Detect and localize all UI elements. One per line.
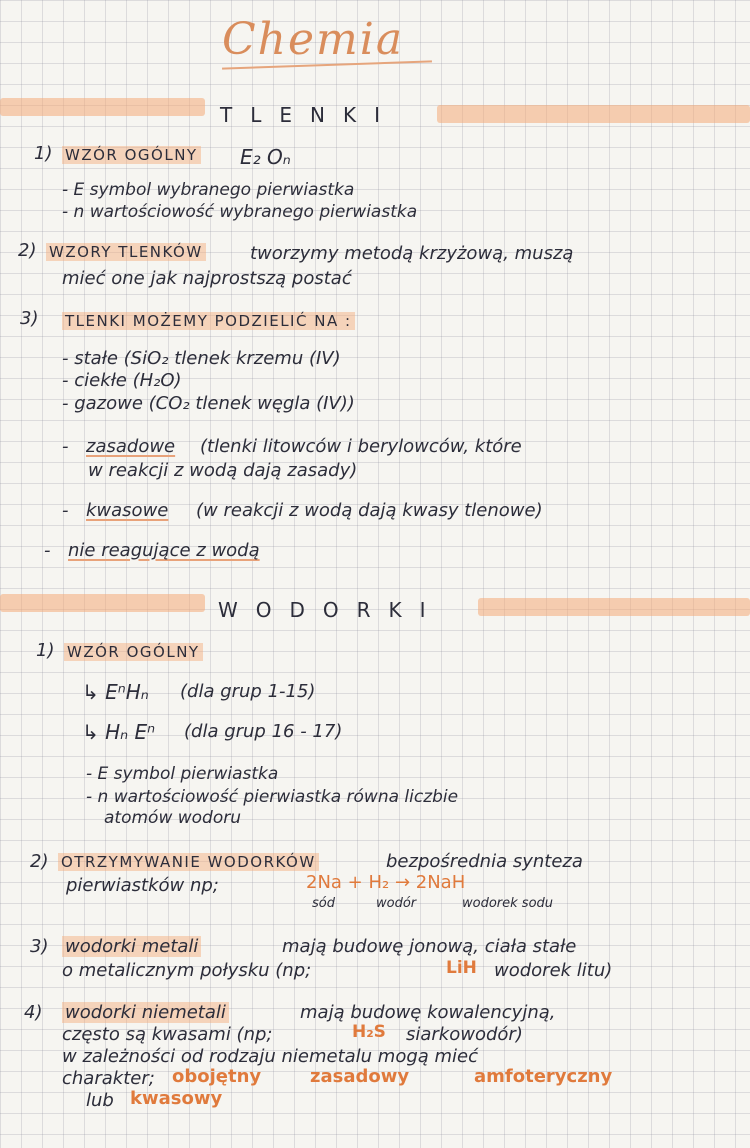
tlenki-type-basic-desc: (tlenki litowców i berylowców, które [200,436,522,457]
character-basic: zasadowy [310,1066,410,1087]
wodorki-item-4-lub: lub [86,1090,114,1111]
tlenki-type-solid: - stałe (SiO₂ tlenek krzemu (IV) [62,348,341,369]
wodorki-item-1-number: 1) [36,640,55,661]
tlenki-type-basic-word: zasadowe [86,436,176,457]
wodorki-item-2-text: bezpośrednia synteza [386,851,583,872]
character-acidic: kwasowy [130,1088,223,1109]
section-heading-tlenki: TLENKI [220,103,398,127]
tlenki-general-formula: E₂ Oₙ [240,145,291,169]
sodium-hydride-equation: 2Na + H₂ → 2NaH [306,872,466,893]
wodorki-item-3-text: mają budowę jonową, ciała stałe [282,936,577,957]
section-heading-wodorki: WODORKI [218,598,444,622]
wodorki-bullet-n: - n wartościowość pierwiastka równa liczbie [86,787,459,807]
tlenki-item-3-label: TLENKI MOŻEMY PODZIELIĆ NA : [62,312,355,330]
tlenki-type-liquid: - ciekłe (H₂O) [62,370,182,391]
tlenki-type-acidic-word: kwasowe [86,500,169,521]
wodorki-formula-1-note: (dla grup 1-15) [180,681,316,702]
wodorki-item-2-text-cont: pierwiastków np; [66,875,219,896]
tlenki-bullet-n: - n wartościowość wybranego pierwiastka [62,202,418,222]
wodorki-item-4-label: wodorki niemetali [62,1002,229,1023]
wodorki-item-2-number: 2) [30,851,49,872]
equation-label-hydrogen: wodór [376,896,417,911]
tlenki-type-acidic-dash: - [62,500,69,521]
tlenki-item-2-text: tworzymy metodą krzyżową, muszą [250,243,574,264]
tlenki-item-1-label: WZÓR OGÓLNY [62,146,201,164]
tlenki-item-2-label: WZORY TLENKÓW [46,243,206,261]
wodorki-item-4-text-4: charakter; [62,1068,155,1089]
wodorki-item-4-text: mają budowę kowalencyjną, [300,1002,556,1023]
wodorki-item-4-text-3: w zależności od rodzaju niemetalu mogą mieć [62,1046,479,1067]
tlenki-type-gas: - gazowe (CO₂ tlenek węgla (IV)) [62,393,355,414]
wodorki-formula-2: ↳ Hₙ Eⁿ [82,720,156,744]
wodorki-formula-2-note: (dla grup 16 - 17) [184,721,343,742]
heading-band-left-2 [0,594,205,612]
wodorki-bullet-n-cont: atomów wodoru [104,808,242,828]
wodorki-item-4-text-2: często są kwasami (np; [62,1024,273,1045]
wodorki-item-4-number: 4) [24,1002,43,1023]
character-neutral: obojętny [172,1066,262,1087]
character-amphoteric: amfoteryczny [474,1066,613,1087]
tlenki-type-neutral-word: nie reagujące z wodą [68,540,260,561]
equation-label-product: wodorek sodu [462,896,554,911]
tlenki-type-basic-dash: - [62,436,69,457]
heading-band-right-2 [478,598,750,616]
wodorki-item-1-label: WZÓR OGÓLNY [64,643,203,661]
tlenki-type-neutral-dash: - [44,540,51,561]
tlenki-type-acidic-desc: (w reakcji z wodą dają kwasy tlenowe) [196,500,543,521]
heading-band-right [437,105,750,123]
wodorki-formula-1: ↳ EⁿHₙ [82,680,149,704]
lithium-hydride-formula: LiH [446,958,477,978]
tlenki-item-2-text-cont: mieć one jak najprostszą postać [62,268,352,289]
wodorki-item-3-text-end: wodorek litu) [494,960,613,981]
wodorki-item-2-label: OTRZYMYWANIE WODORKÓW [58,853,319,871]
wodorki-item-4-text-2-end: siarkowodór) [406,1024,523,1045]
equation-label-sodium: sód [312,896,335,911]
hydrogen-sulfide-formula: H₂S [352,1022,386,1042]
tlenki-bullet-e: - E symbol wybranego pierwiastka [62,180,355,200]
page-title: Chemia [222,14,405,65]
tlenki-type-basic-desc-cont: w reakcji z wodą dają zasady) [88,460,358,481]
heading-band-left [0,98,205,116]
wodorki-item-3-number: 3) [30,936,49,957]
wodorki-bullet-e: - E symbol pierwiastka [86,764,279,784]
wodorki-item-3-text-cont: o metalicznym połysku (np; [62,960,312,981]
wodorki-item-3-label: wodorki metali [62,936,201,957]
tlenki-item-3-number: 3) [20,308,39,329]
tlenki-item-2-number: 2) [18,240,37,261]
tlenki-item-1-number: 1) [34,143,53,164]
